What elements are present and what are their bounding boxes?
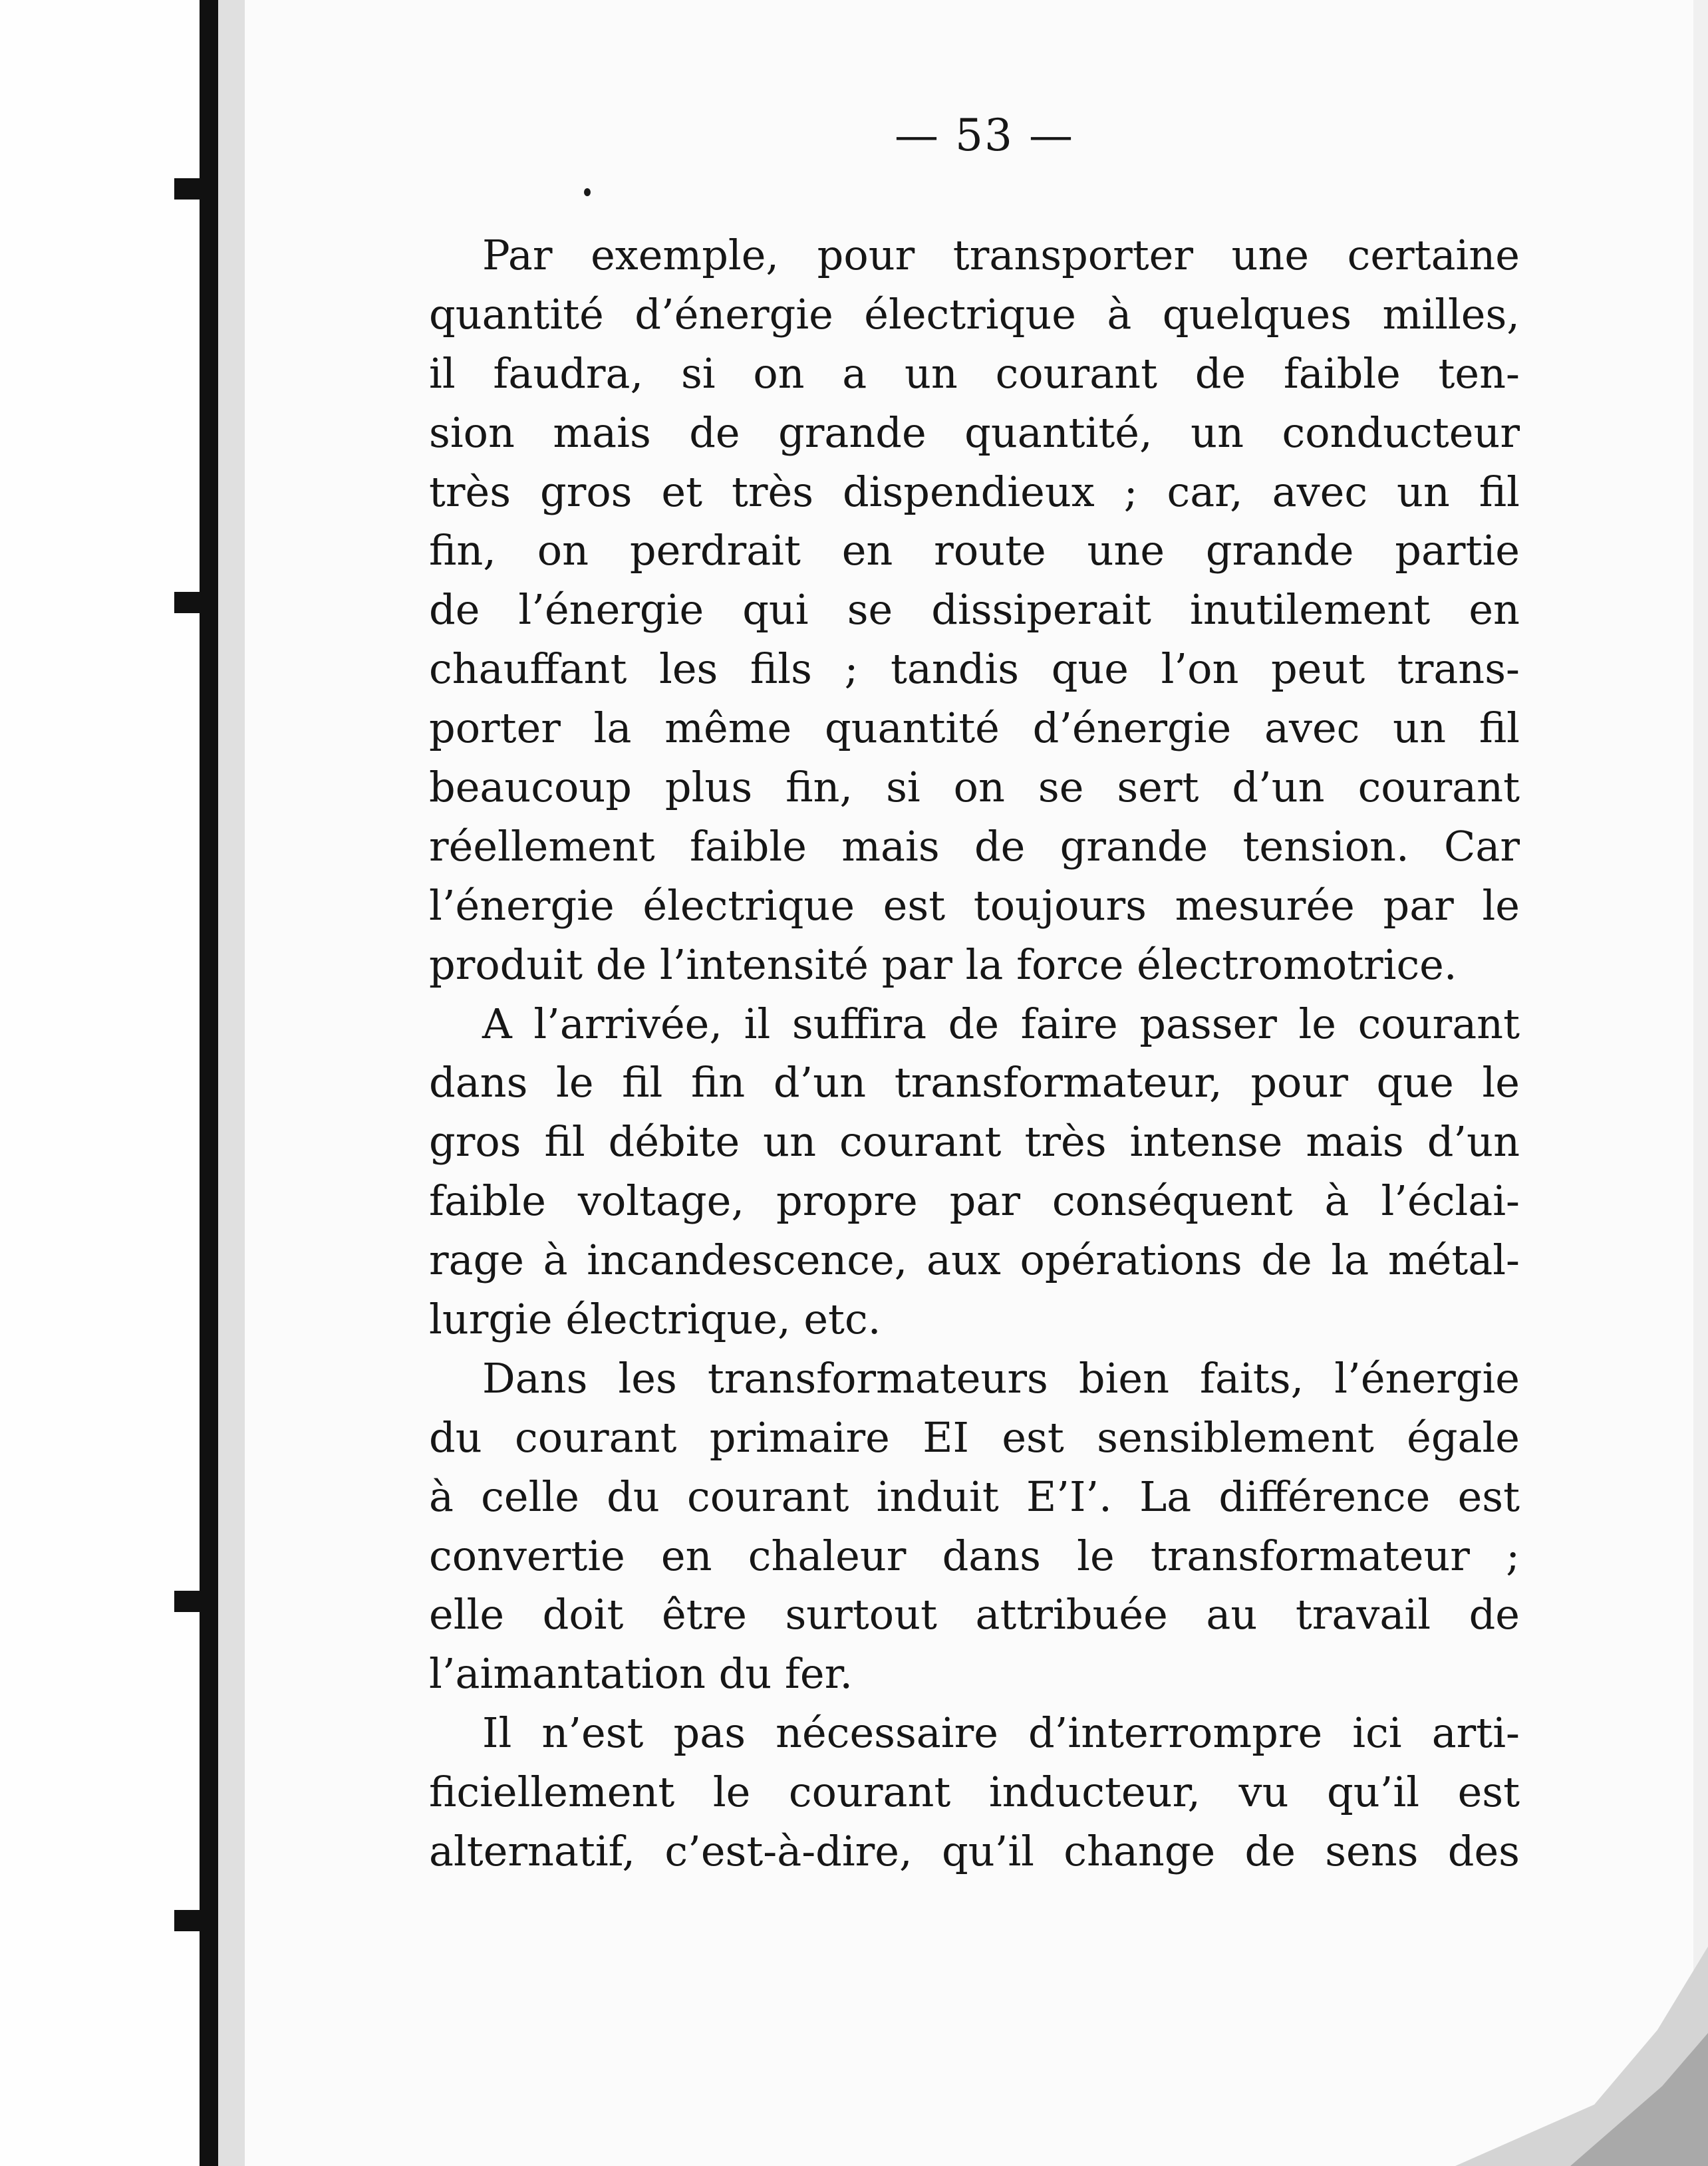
- binding-notch: [174, 178, 204, 200]
- binding-notch: [174, 1910, 204, 1931]
- binding-notch: [174, 592, 204, 613]
- text-line: faible voltage, propre par conséquent à l’éclai-: [429, 1176, 1520, 1226]
- text-line: lurgie électrique, etc.: [429, 1295, 881, 1344]
- text-line: elle doit être surtout attribuée au travail de: [429, 1590, 1520, 1639]
- text-line: quantité d’énergie électrique à quelques milles,: [429, 289, 1520, 338]
- text-line: à celle du courant induit E’I’. La différence est: [429, 1472, 1520, 1521]
- text-line: A l’arrivée, il suffira de faire passer le courant: [482, 999, 1520, 1048]
- text-line: dans le fil fin d’un transformateur, pour que le: [429, 1058, 1520, 1107]
- text-line: Il n’est pas nécessaire d’interrompre ici arti-: [482, 1708, 1520, 1758]
- text-line: l’aimantation du fer.: [429, 1649, 853, 1698]
- text-line: chauffant les fils ; tandis que l’on peut trans-: [429, 644, 1520, 694]
- text-line: Dans les transformateurs bien faits, l’énergie: [482, 1353, 1520, 1403]
- text-line: du courant primaire EI est sensiblement égale: [429, 1413, 1520, 1462]
- text-line: ficiellement le courant inducteur, vu qu’il est: [429, 1768, 1520, 1817]
- text-line: fin, on perdrait en route une grande partie: [429, 526, 1520, 575]
- text-line: il faudra, si on a un courant de faible ten-: [429, 348, 1520, 398]
- text-line: très gros et très dispendieux ; car, avec un fil: [429, 467, 1520, 516]
- text-line: produit de l’intensité par la force électromotrice.: [429, 940, 1457, 989]
- facing-page-edge: [0, 0, 219, 2166]
- ink-speck: [584, 188, 591, 196]
- text-line: Par exemple, pour transporter une certaine: [482, 231, 1520, 279]
- text-line: convertie en chaleur dans le transformateur ;: [429, 1531, 1520, 1580]
- gutter-shadow: [218, 0, 245, 2166]
- page-edge: [1693, 0, 1708, 2166]
- text-line: sion mais de grande quantité, un conducteur: [429, 408, 1520, 457]
- text-line: rage à incandescence, aux opérations de la métal-: [429, 1236, 1520, 1285]
- text-line: beaucoup plus fin, si on se sert d’un courant: [429, 763, 1520, 812]
- book-binding: [200, 0, 218, 2166]
- text-line: l’énergie électrique est toujours mesurée par le: [429, 880, 1520, 930]
- page-number: — 53 —: [895, 110, 1074, 161]
- binding-notch: [174, 1591, 204, 1612]
- text-line: alternatif, c’est-à-dire, qu’il change de sens des: [429, 1827, 1520, 1876]
- text-line: de l’énergie qui se dissiperait inutilement en: [429, 585, 1520, 634]
- text-line: réellement faible mais de grande tension. Car: [429, 821, 1520, 871]
- body-text: [429, 226, 1520, 1881]
- text-line: gros fil débite un courant très intense mais d’un: [429, 1117, 1520, 1166]
- text-line: porter la même quantité d’énergie avec un fil: [429, 704, 1520, 753]
